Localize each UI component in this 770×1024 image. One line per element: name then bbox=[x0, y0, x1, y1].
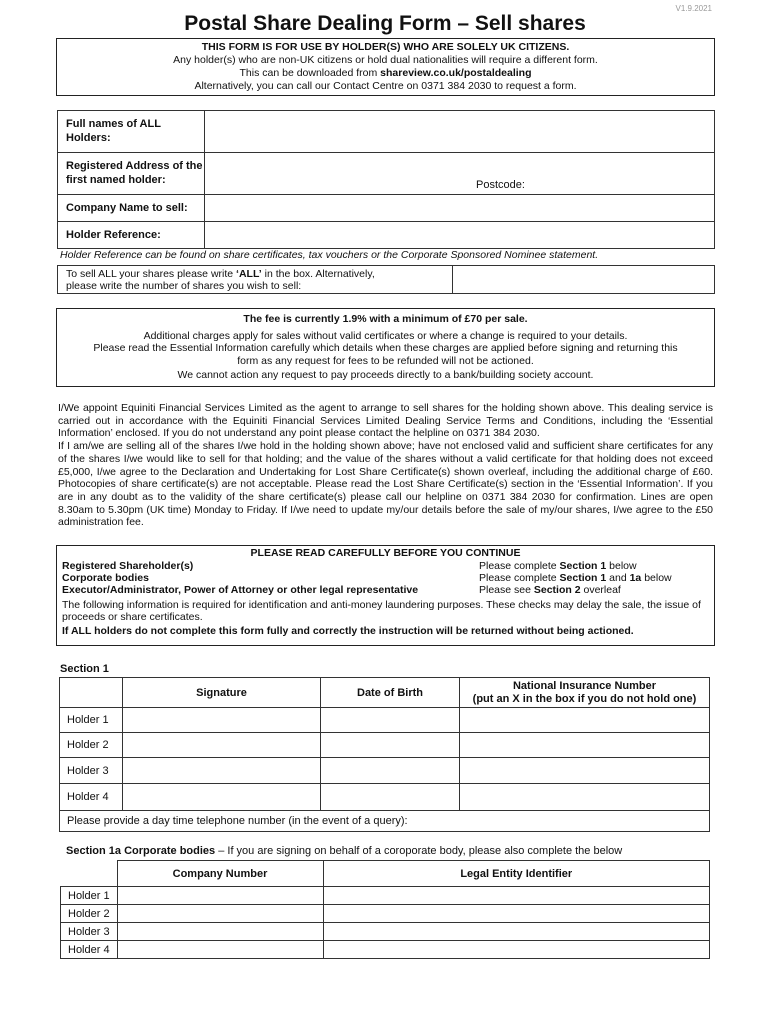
dob-header: Date of Birth bbox=[321, 678, 460, 708]
notice-line-4: Alternatively, you can call our Contact Centre on 0371 384 2030 to request a form. bbox=[194, 80, 577, 92]
registered-shareholder-label: Registered Shareholder(s) bbox=[62, 560, 194, 572]
holder-3-company-number-field[interactable] bbox=[117, 923, 323, 941]
holder-1-lei-field[interactable] bbox=[323, 887, 710, 905]
notice-line-2: Any holder(s) who are non-UK citizens or hold dual nationalities will require a different form. bbox=[173, 54, 598, 66]
section-1-table bbox=[59, 677, 710, 832]
signature-header: Signature bbox=[123, 678, 321, 708]
lei-header: Legal Entity Identifier bbox=[323, 861, 710, 887]
fee-line-2: Additional charges apply for sales without valid certificates or where a change is required to your details. bbox=[143, 329, 628, 342]
registered-shareholder-instruction: Please complete Section 1 below bbox=[479, 560, 637, 572]
corporate-bodies-instruction: Please complete Section 1 and 1a below bbox=[479, 572, 672, 584]
section-1a-holder-label: Holder 2 bbox=[61, 905, 118, 923]
read-carefully-heading: PLEASE READ CAREFULLY BEFORE YOU CONTINUE bbox=[250, 547, 521, 559]
executor-instruction: Please see Section 2 overleaf bbox=[479, 584, 621, 596]
holder-4-signature-field[interactable] bbox=[123, 784, 321, 811]
appointment-text bbox=[58, 402, 713, 529]
holder-1-dob-field[interactable] bbox=[321, 708, 460, 733]
section-1-holder-label: Holder 2 bbox=[60, 733, 123, 758]
page-title: Postal Share Dealing Form – Sell shares bbox=[184, 12, 586, 35]
holder-4-company-number-field[interactable] bbox=[117, 941, 323, 959]
full-names-label: Full names of ALL Holders: bbox=[58, 111, 205, 153]
section-1a-holder-label: Holder 1 bbox=[61, 887, 118, 905]
holder-2-ni-field[interactable] bbox=[460, 733, 710, 758]
holder-2-company-number-field[interactable] bbox=[117, 905, 323, 923]
holder-col-header bbox=[61, 861, 118, 887]
fee-line-5: We cannot action any request to pay proceeds directly to a bank/building society account. bbox=[177, 369, 594, 381]
shares-to-sell-field[interactable] bbox=[454, 266, 714, 293]
fee-line-4: form as any request for fees to be refunded will not be actioned. bbox=[237, 354, 534, 367]
appointment-paragraph-1: I/We appoint Equiniti Financial Services Limited as the agent to arrange to sell shares for the holding shown above. This dealing service is carried out in accordance with the Equiniti Financial Services Limited Dealing Service Terms and Conditions, including the ‘Essential Information’ enclosed. If you do not understand any point please contact the helpline on 0371 384 2030. bbox=[58, 402, 713, 440]
holder-3-dob-field[interactable] bbox=[321, 758, 460, 784]
section-1a-label: Section 1a Corporate bodies – If you are signing on behalf of a coroporate body, please also complete the below bbox=[66, 845, 623, 857]
notice-line-3: This can be downloaded from shareview.co.uk/postaldealing bbox=[239, 67, 532, 79]
version-label: V1.9.2021 bbox=[675, 4, 712, 13]
section-1a-holder-label: Holder 4 bbox=[61, 941, 118, 959]
section-1a-holder-label: Holder 3 bbox=[61, 923, 118, 941]
holder-reference-label: Holder Reference: bbox=[58, 222, 205, 249]
holder-4-dob-field[interactable] bbox=[321, 784, 460, 811]
holder-3-signature-field[interactable] bbox=[123, 758, 321, 784]
executor-label: Executor/Administrator, Power of Attorney or other legal representative bbox=[62, 584, 419, 596]
identification-info: The following information is required for identification and anti-money laundering purposes. These checks may delay the sale, the issue of proceeds or share certificates. bbox=[62, 599, 701, 623]
postcode-label: Postcode: bbox=[476, 179, 525, 191]
appointment-paragraph-2: If I am/we are selling all of the shares I/we hold in the holding shown above; have not enclosed valid and sufficient share certificates for any of the shares I/we would like to sell for that holding; and the value of the shares without a valid certificate for that holding does not exceed £5,000, I/we agree to the Declaration and Undertaking for Lost Share Certificate(s) shown overleaf, including the additional charge of £60. Photocopies of share certificate(s) are not acceptable. Please read the Lost Share Certificate(s) section in the ‘Essential Information’. If you are in any doubt as to the validity of the share certificate(s) please call our helpline on 0371 384 2030 for confirmation. Lines are open 8.30am to 5.30pm (UK time) Monday to Friday. If I/we need to update my/our details before the sale of my/our shares, I/we agree to the £50 administration fee. bbox=[58, 440, 713, 529]
full-names-field[interactable] bbox=[205, 111, 715, 153]
section-1-holder-label: Holder 4 bbox=[60, 784, 123, 811]
company-name-field[interactable] bbox=[205, 195, 715, 222]
company-name-label: Company Name to sell: bbox=[58, 195, 205, 222]
completion-warning: If ALL holders do not complete this form fully and correctly the instruction will be returned without being actioned. bbox=[62, 625, 634, 637]
holder-1-signature-field[interactable] bbox=[123, 708, 321, 733]
holder-1-ni-field[interactable] bbox=[460, 708, 710, 733]
holder-details-table bbox=[57, 110, 715, 249]
uk-citizens-notice bbox=[56, 38, 715, 96]
sell-all-box bbox=[57, 265, 715, 294]
holder-2-signature-field[interactable] bbox=[123, 733, 321, 758]
holder-reference-note: Holder Reference can be found on share certificates, tax vouchers or the Corporate Sponsored Nominee statement. bbox=[60, 249, 599, 261]
ni-header: National Insurance Number (put an X in the box if you do not hold one) bbox=[460, 678, 710, 708]
download-link[interactable]: shareview.co.uk/postaldealing bbox=[380, 67, 532, 79]
fee-line-3: Please read the Essential Information carefully which details when these charges are applied before signing and returning this bbox=[93, 342, 678, 354]
section-1-holder-label: Holder 3 bbox=[60, 758, 123, 784]
address-label: Registered Address of the first named holder: bbox=[58, 153, 205, 195]
telephone-field[interactable]: Please provide a day time telephone number (in the event of a query): bbox=[60, 811, 710, 832]
holder-1-company-number-field[interactable] bbox=[117, 887, 323, 905]
section-1a-table bbox=[60, 860, 710, 959]
company-number-header: Company Number bbox=[117, 861, 323, 887]
section-1-label: Section 1 bbox=[60, 663, 109, 675]
address-field[interactable] bbox=[205, 153, 715, 195]
fee-headline: The fee is currently 1.9% with a minimum of £70 per sale. bbox=[243, 313, 528, 325]
holder-2-dob-field[interactable] bbox=[321, 733, 460, 758]
holder-reference-field[interactable] bbox=[205, 222, 715, 249]
read-carefully-box bbox=[56, 545, 715, 646]
notice-heading: THIS FORM IS FOR USE BY HOLDER(S) WHO ARE SOLELY UK CITIZENS. bbox=[201, 41, 570, 53]
holder-3-ni-field[interactable] bbox=[460, 758, 710, 784]
holder-col-header bbox=[60, 678, 123, 708]
holder-3-lei-field[interactable] bbox=[323, 923, 710, 941]
holder-2-lei-field[interactable] bbox=[323, 905, 710, 923]
fee-info-box bbox=[56, 308, 715, 387]
corporate-bodies-label: Corporate bodies bbox=[62, 572, 149, 584]
section-1-holder-label: Holder 1 bbox=[60, 708, 123, 733]
sell-all-instructions: To sell ALL your shares please write ‘ALL’ in the box. Alternatively, please write the number of shares you wish to sell: bbox=[58, 266, 453, 293]
holder-4-ni-field[interactable] bbox=[460, 784, 710, 811]
holder-4-lei-field[interactable] bbox=[323, 941, 710, 959]
